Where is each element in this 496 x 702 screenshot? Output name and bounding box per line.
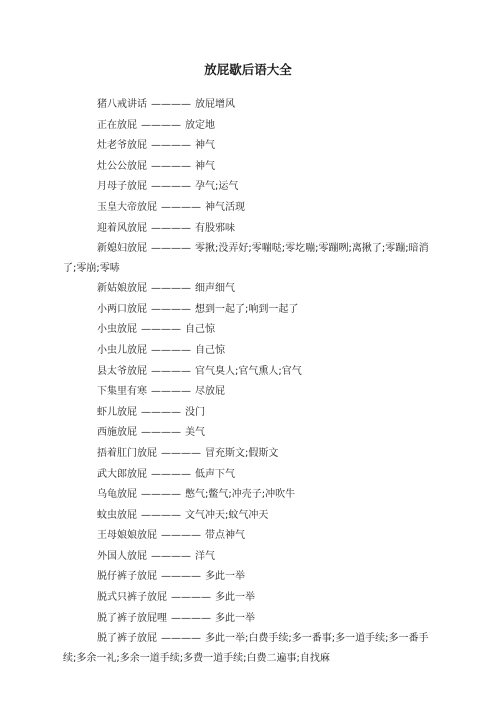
entry-separator: ———— [151, 160, 191, 172]
entry-separator: ———— [141, 427, 181, 439]
entry-row [75, 95, 425, 116]
entry-answer: 神气 [195, 160, 215, 172]
entry-answer: 多此一举 [215, 592, 255, 604]
entry-row [75, 300, 425, 321]
entry-answer: 零揪;没弄好;零嘣哒;零圪嘣;零蹦咧;离揪了;零蹦;暗消了;零崩;零哧 [63, 243, 429, 274]
entry-row [63, 239, 437, 279]
entry-question: 武大郎放屁 [97, 468, 147, 480]
entry-answer: 没门 [185, 406, 205, 418]
entry-question: 新姑娘放屁 [97, 283, 147, 295]
entry-separator: ———— [151, 550, 191, 562]
entry-separator: ———— [161, 201, 201, 213]
entry-question: 月母子放屁 [97, 181, 147, 193]
entry-separator: ———— [151, 222, 191, 234]
entry-question: 小虫放屁 [97, 324, 137, 336]
entry-separator: ———— [151, 365, 191, 377]
entry-row [75, 116, 425, 137]
entry-row [75, 382, 425, 403]
entry-separator: ———— [171, 592, 211, 604]
entry-answer: 多此一举 [205, 571, 245, 583]
entry-question: 脱了裤子放屁 [97, 633, 157, 645]
entry-separator: ———— [141, 509, 181, 521]
entry-question: 小两口放屁 [97, 303, 147, 315]
entry-row [75, 526, 425, 547]
entry-row [75, 136, 425, 157]
entry-separator: ———— [151, 181, 191, 193]
entry-question: 猪八戒讲话 [97, 99, 147, 110]
entry-separator: ———— [151, 99, 191, 110]
entry-answer: 细声细气 [195, 283, 235, 295]
entry-answer: 憋气;鳖气;冲壳子;冲吹牛 [185, 489, 296, 501]
entry-row [75, 157, 425, 178]
entry-row [75, 609, 425, 630]
entry-row [75, 567, 425, 588]
entry-row [75, 403, 425, 424]
entry-list [63, 95, 429, 669]
entry-answer: 多此一举 [215, 612, 255, 624]
entry-question: 虾儿放屁 [97, 406, 137, 418]
entry-answer: 自己惊 [185, 324, 215, 336]
entry-question: 乌龟放屁 [97, 489, 137, 501]
entry-question: 捂着肛门放屁 [97, 447, 157, 459]
entry-row [63, 629, 437, 669]
entry-question: 灶公公放屁 [97, 160, 147, 172]
entry-separator: ———— [141, 324, 181, 336]
entry-answer: 文气冲天;蚊气冲天 [185, 509, 269, 521]
entry-row [75, 320, 425, 341]
entry-question: 脱了裤子放屁哩 [97, 612, 167, 624]
entry-row [75, 279, 425, 300]
entry-row [75, 423, 425, 444]
entry-row [75, 588, 425, 609]
entry-row [75, 198, 425, 219]
entry-row [75, 485, 425, 506]
entry-separator: ———— [141, 406, 181, 418]
entry-question: 王母娘娘放屁 [97, 530, 157, 542]
entry-row [75, 177, 425, 198]
entry-question: 脱式只裤子放屁 [97, 592, 167, 604]
entry-separator: ———— [151, 468, 191, 480]
entry-row [75, 219, 425, 240]
entry-answer: 多此一举;白费手续;多一番事;多一道手续;多一番手续;多余一礼;多余一道手续;多费一道手续;白费二遍事;自找麻 [63, 633, 429, 664]
entry-row [75, 506, 425, 527]
document-title: 放屁歇后语大全 [204, 62, 292, 77]
entry-question: 下集里有寒 [97, 386, 147, 398]
entry-answer: 放屁增风 [195, 99, 235, 110]
entry-separator: ———— [151, 344, 191, 356]
entry-row [75, 362, 425, 383]
entry-question: 小虫儿放屁 [97, 344, 147, 356]
entry-question: 西施放屁 [97, 427, 137, 439]
entry-question: 脱仔裤子放屁 [97, 571, 157, 583]
entry-answer: 想到一起了;响到一起了 [195, 303, 299, 315]
entry-answer: 官气臭人;官气熏人;官气 [195, 365, 302, 377]
entry-answer: 有股邪味 [195, 222, 235, 234]
entry-question: 外国人放屁 [97, 550, 147, 562]
entry-separator: ———— [151, 283, 191, 295]
entry-row [75, 444, 425, 465]
entry-separator: ———— [141, 119, 181, 131]
entry-answer: 洋气 [195, 550, 215, 562]
entry-separator: ———— [161, 447, 201, 459]
entry-question: 正在放屁 [97, 119, 137, 131]
entry-separator: ———— [171, 612, 211, 624]
entry-answer: 带点神气 [205, 530, 245, 542]
entry-answer: 低声下气 [195, 468, 235, 480]
entry-answer: 放定地 [185, 119, 215, 131]
entry-row [75, 465, 425, 486]
entry-row [75, 547, 425, 568]
entry-separator: ———— [161, 571, 201, 583]
entry-answer: 美气 [185, 427, 205, 439]
entry-separator: ———— [151, 303, 191, 315]
entry-answer: 自己惊 [195, 344, 225, 356]
entry-question: 蚊虫放屁 [97, 509, 137, 521]
entry-separator: ———— [151, 243, 191, 255]
entry-question: 县太爷放屁 [97, 365, 147, 377]
entry-separator: ———— [161, 633, 201, 645]
entry-separator: ———— [151, 140, 191, 152]
entry-question: 迎着风放屁 [97, 222, 147, 234]
entry-answer: 神气 [195, 140, 215, 152]
entry-answer: 尽放屁 [195, 386, 225, 398]
entry-row [75, 341, 425, 362]
entry-question: 玉皇大帝放屁 [97, 201, 157, 213]
entry-separator: ———— [161, 530, 201, 542]
entry-answer: 孕气;运气 [195, 181, 239, 193]
entry-answer: 冒充斯文;假斯文 [205, 447, 279, 459]
entry-question: 灶老爷放屁 [97, 140, 147, 152]
entry-answer: 神气活现 [205, 201, 245, 213]
entry-separator: ———— [141, 489, 181, 501]
entry-question: 新媳妇放屁 [97, 243, 147, 255]
entry-separator: ———— [151, 386, 191, 398]
